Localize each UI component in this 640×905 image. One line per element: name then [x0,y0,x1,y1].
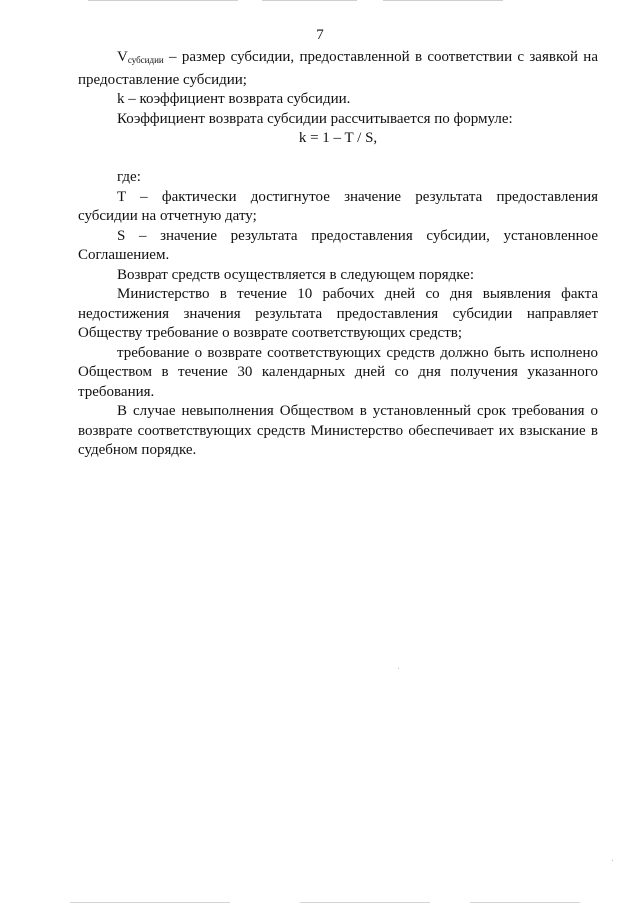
scan-speck [612,860,613,861]
failure-paragraph: В случае невыполнения Обществом в установленный срок требования о возврате соответствующих средств Министерство обеспечивает их взыскание в судебном порядке. [78,403,598,458]
k-definition: k – коэффициент возврата субсидии. [117,91,351,107]
s-definition: S – значение результата предоставления субсидии, установленное Соглашением. [78,227,598,263]
t-definition: T – фактически достигнутое значение результата предоставления субсидии на отчетную дату; [78,188,598,224]
formula: k = 1 – T / S, [298,130,378,146]
v-subsidy-definition [78,48,598,90]
scan-speck [398,668,399,669]
v-subscript: субсидии [127,55,164,65]
requirement-paragraph: требование о возврате соответствующих средств должно быть исполнено Обществом в течение 30 календарных дней со дня получения указанного требования. [78,344,598,400]
page-number: 7 [316,27,324,43]
where-label: где: [117,169,141,185]
coefficient-intro: Коэффициент возврата субсидии рассчитывается по формуле: [117,110,513,127]
v-symbol: V [117,49,128,65]
v-definition-text: – размер субсидии, предоставленной в соответствии с заявкой на предоставление субсидии; [78,49,598,88]
spacer [78,149,598,169]
document-body [78,48,598,461]
ministry-paragraph: Министерство в течение 10 рабочих дней со дня выявления факта недостижения значения результата предоставления субсидии направляет Обществу требование о возврате соответствующих средств; [78,286,598,341]
return-procedure-intro: Возврат средств осуществляется в следующем порядке: [117,266,475,283]
scan-edge-top [0,0,640,2]
scan-edge-bottom [0,901,640,904]
